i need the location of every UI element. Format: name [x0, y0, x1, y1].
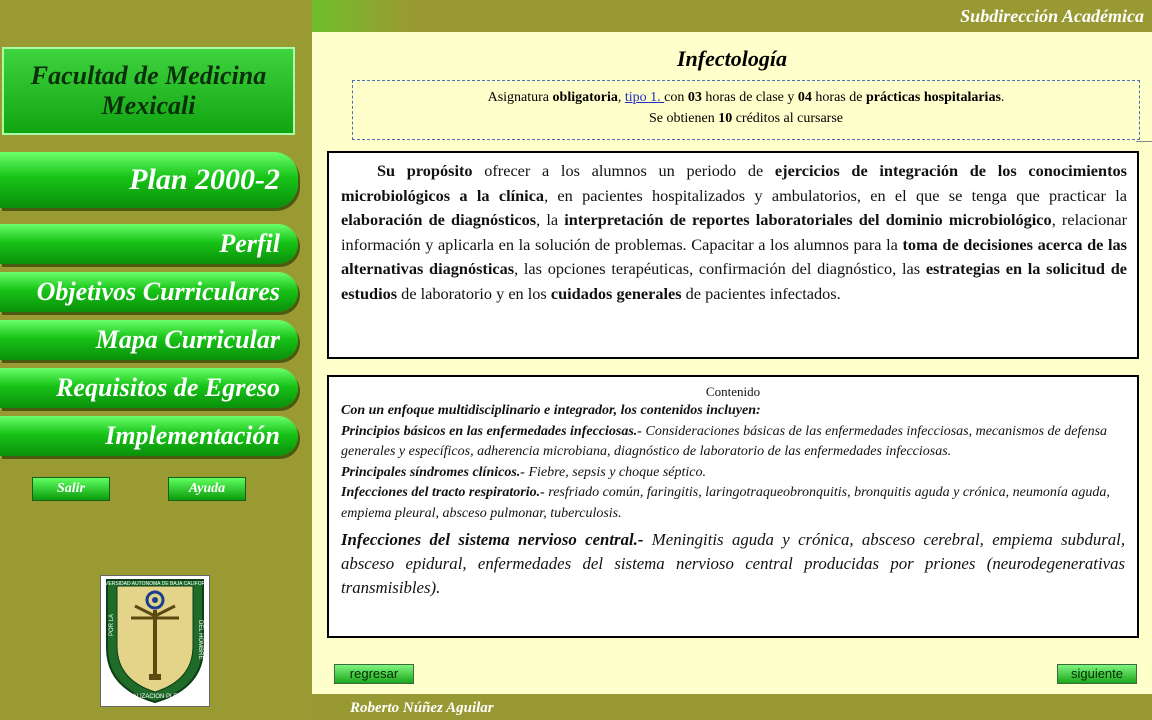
- purpose-text: ejercicios de integración de los conocimientos microbiológicos a la clínica: [341, 161, 1127, 205]
- seal-top-text: UNIVERSIDAD AUTONOMA DE BAJA CALIFORNIA: [101, 581, 209, 587]
- header-title: Subdirección Académica: [960, 6, 1144, 26]
- purpose-text: Su propósito: [377, 161, 473, 180]
- content-item: [341, 483, 1125, 524]
- purpose-text: , la: [536, 210, 565, 229]
- nav-mapa-curricular[interactable]: Mapa Curricular: [0, 320, 298, 360]
- seal-motto-bottom: REALIZACION PLENA: [124, 694, 186, 700]
- content-box: [327, 375, 1139, 638]
- info-bold: 10: [718, 111, 733, 126]
- seal-motto-right: DEL HOMBRE: [197, 620, 203, 660]
- content-intro-text: Con un enfoque multidisciplinario e integrador, los contenidos incluyen:: [341, 403, 761, 418]
- siguiente-button[interactable]: siguiente: [1057, 664, 1137, 684]
- content-item: [341, 528, 1125, 600]
- purpose-text: interpretación de reportes laboratoriales del dominio microbiológico: [564, 210, 1052, 229]
- nav-plan-2000-2[interactable]: Plan 2000-2: [0, 152, 298, 208]
- purpose-text: , en pacientes hospitalizados y ambulatorios, en el que se tenga que practicar la: [544, 185, 1127, 205]
- content-item-body: Consideraciones básicas de las enfermedades infecciosas, mecanismos de defensa generales y específicos, adherencia microbiana, diagnóstico de laboratorio de las enfermedades infecciosas.: [341, 423, 1108, 459]
- faculty-name-line2: Mexicali: [101, 91, 196, 120]
- content-item-body: resfriado común, faringitis, laringotraqueobronquitis, bronquitis aguda y crónica, neumonía aguda, empiema pleural, absceso pulmonar, tuberculosis.: [341, 485, 1110, 521]
- purpose-text: elaboración de diagnósticos: [341, 210, 537, 229]
- info-text: horas de: [811, 90, 866, 105]
- course-info-box: [352, 80, 1140, 140]
- content-item-head: Infecciones del sistema nervioso central.-: [341, 530, 644, 549]
- purpose-text: de pacientes infectados.: [681, 283, 841, 303]
- purpose-text: cuidados generales: [550, 283, 682, 303]
- info-text: .: [1000, 90, 1005, 105]
- seal-icon: [101, 576, 209, 706]
- course-info-line1: [353, 87, 1139, 108]
- university-seal-logo: [100, 575, 210, 707]
- purpose-text: ofrecer a los alumnos un periodo de: [472, 161, 775, 180]
- info-text: Se obtienen: [648, 111, 719, 126]
- nav-perfil[interactable]: Perfil: [0, 224, 298, 264]
- divider: [1136, 141, 1152, 142]
- info-bold: 03: [687, 90, 702, 105]
- content-item: [341, 422, 1125, 463]
- info-bold: prácticas hospitalarias: [865, 90, 1001, 105]
- info-text: con: [664, 90, 688, 105]
- content-item-head: Principios básicos en las enfermedades infecciosas.-: [341, 423, 642, 439]
- info-text: Asignatura: [487, 90, 553, 105]
- content-item-head: Principales síndromes clínicos.-: [341, 464, 525, 480]
- info-bold: 04: [797, 90, 812, 105]
- content-intro: [341, 401, 1125, 422]
- seal-motto-left: POR LA: [109, 613, 115, 636]
- salir-button[interactable]: Salir: [32, 477, 110, 501]
- faculty-banner: [2, 47, 295, 135]
- purpose-text: toma de decisiones acerca de las alternativas diagnósticas: [341, 234, 1127, 278]
- regresar-button[interactable]: regresar: [334, 664, 414, 684]
- purpose-box: [327, 151, 1139, 359]
- tipo-link[interactable]: tipo 1.: [624, 90, 665, 105]
- content-item-body: Fiebre, sepsis y choque séptico.: [524, 464, 706, 480]
- purpose-text: , las opciones terapéuticas, confirmación del diagnóstico, las: [514, 259, 926, 278]
- nav-requisitos-de-egreso[interactable]: Requisitos de Egreso: [0, 368, 298, 408]
- info-text: horas de clase y: [701, 90, 798, 105]
- info-bold: obligatoria: [552, 90, 618, 105]
- content-item: [341, 463, 1125, 484]
- page-title: Infectología: [677, 46, 787, 71]
- course-info-line2: [353, 108, 1139, 129]
- header-accent: [312, 0, 408, 32]
- purpose-text: estrategias en la solicitud de estudios: [341, 259, 1127, 303]
- faculty-name-line1: Facultad de Medicina: [30, 61, 267, 90]
- content-title: Contenido: [705, 384, 761, 399]
- nav-objetivos-curriculares[interactable]: Objetivos Curriculares: [0, 272, 298, 312]
- nav-implementacion[interactable]: Implementación: [0, 416, 298, 456]
- ayuda-button[interactable]: Ayuda: [168, 477, 246, 501]
- purpose-text: de laboratorio y en los: [397, 283, 551, 303]
- author-name: Roberto Núñez Aguilar: [350, 700, 494, 716]
- info-text: créditos al cursarse: [732, 111, 843, 126]
- content-item-body: Meningitis aguda y crónica, absceso cerebral, empiema subdural, absceso epidural, enfermedades del sistema nervioso central producidas por priones (neurodegenerativas transmisibles).: [341, 530, 1126, 597]
- content-item-head: Infecciones del tracto respiratorio.-: [341, 485, 545, 500]
- purpose-text: , relacionar información y aplicarla en la solución de problemas. Capacitar a los alumnos para la: [341, 210, 1128, 254]
- info-text: ,: [617, 90, 625, 105]
